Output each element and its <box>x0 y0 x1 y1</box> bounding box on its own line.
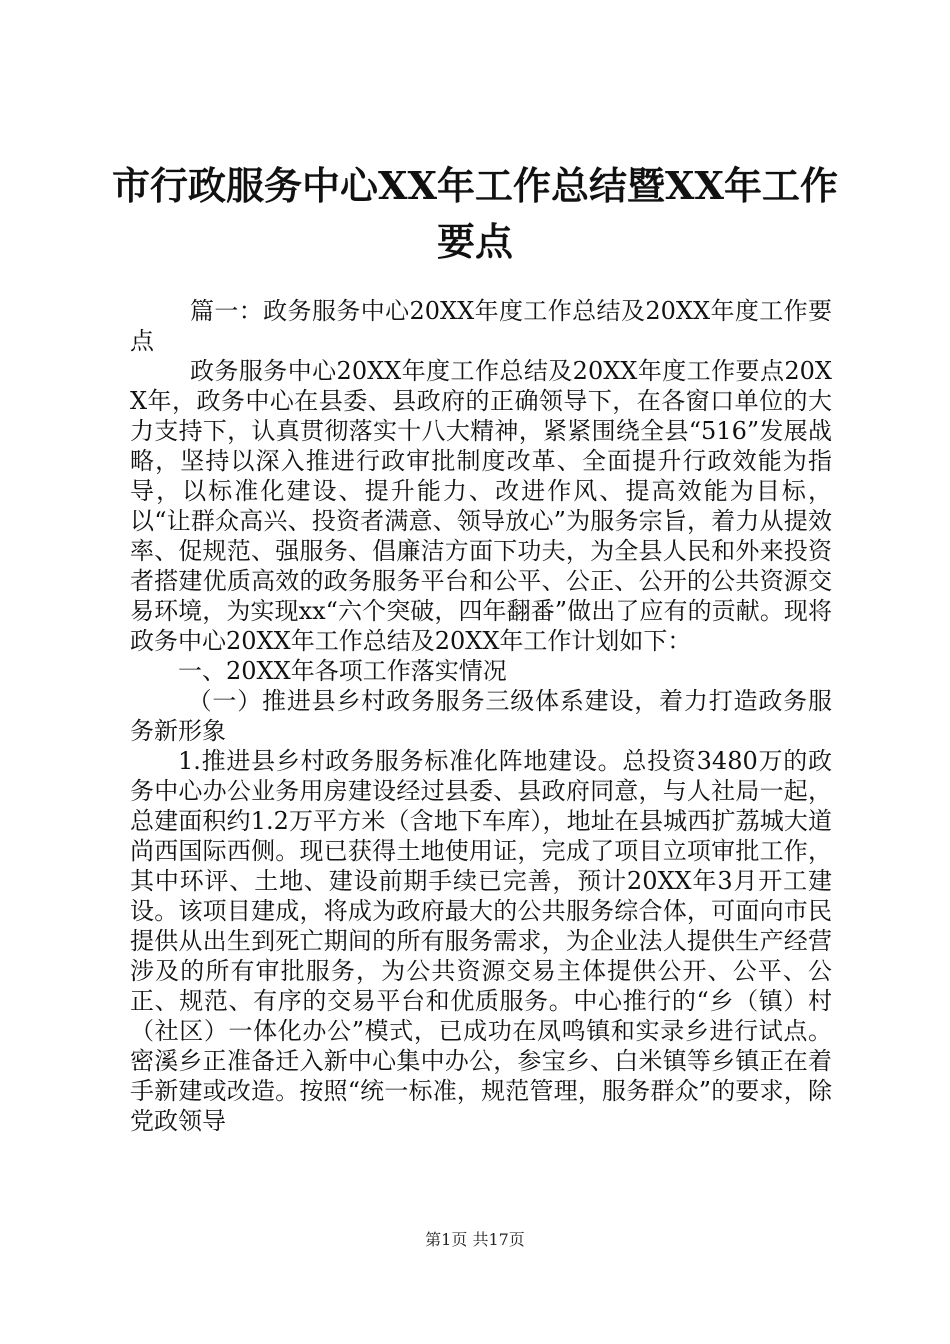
page-number: 第1页 共17页 <box>425 1230 525 1249</box>
document-body <box>130 296 832 1136</box>
paragraph-subheading-1: （一）推进县乡村政务服务三级体系建设，着力打造政务服务新形象 <box>130 687 832 745</box>
paragraph-section-heading: 篇一：政务服务中心20XX年度工作总结及20XX年度工作要点 <box>130 297 832 355</box>
document-title: 市行政服务中心XX年工作总结暨XX年工作要点 <box>112 163 838 264</box>
paragraph-item-1: 1.推进县乡村政务服务标准化阵地建设。总投资3480万的政务中心办公业务用房建设经过县委、县政府同意，与人社局一起，总建面积约1.2万平方米（含地下车库），地址在县城西扩荔城大道尚西国际西侧。现已获得土地使用证，完成了项目立项审批工作，其中环评、土地、建设前期手续已完善，预计20XX年3月开工建设。该项目建成，将成为政府最大的公共服务综合体，可面向市民提供从出生到死亡期间的所有服务需求，为企业法人提供生产经营涉及的所有审批服务，为公共资源交易主体提供公开、公平、公正、规范、有序的交易平台和优质服务。中心推行的“乡（镇）村（社区）一体化办公”模式，已成功在凤鸣镇和实录乡进行试点。密溪乡正准备迁入新中心集中办公，参宝乡、白米镇等乡镇正在着手新建或改造。按照“统一标准，规范管理，服务群众”的要求，除党政领导 <box>130 747 832 1135</box>
paragraph-heading-1: 一、20XX年各项工作落实情况 <box>178 657 507 685</box>
paragraph-intro: 政务服务中心20XX年度工作总结及20XX年度工作要点20XX年，政务中心在县委、县政府的正确领导下，在各窗口单位的大力支持下，认真贯彻落实十八大精神，紧紧围绕全县“516”发展战略，坚持以深入推进行政审批制度改革、全面提升行政效能为指导，以标准化建设、提升能力、改进作风、提高效能为目标，以“让群众高兴、投资者满意、领导放心”为服务宗旨，着力从提效率、促规范、强服务、倡廉洁方面下功夫，为全县人民和外来投资者搭建优质高效的政务服务平台和公平、公正、公开的公共资源交易环境，为实现xx“六个突破，四年翻番”做出了应有的贡献。现将政务中心20XX年工作总结及20XX年工作计划如下： <box>130 357 832 655</box>
